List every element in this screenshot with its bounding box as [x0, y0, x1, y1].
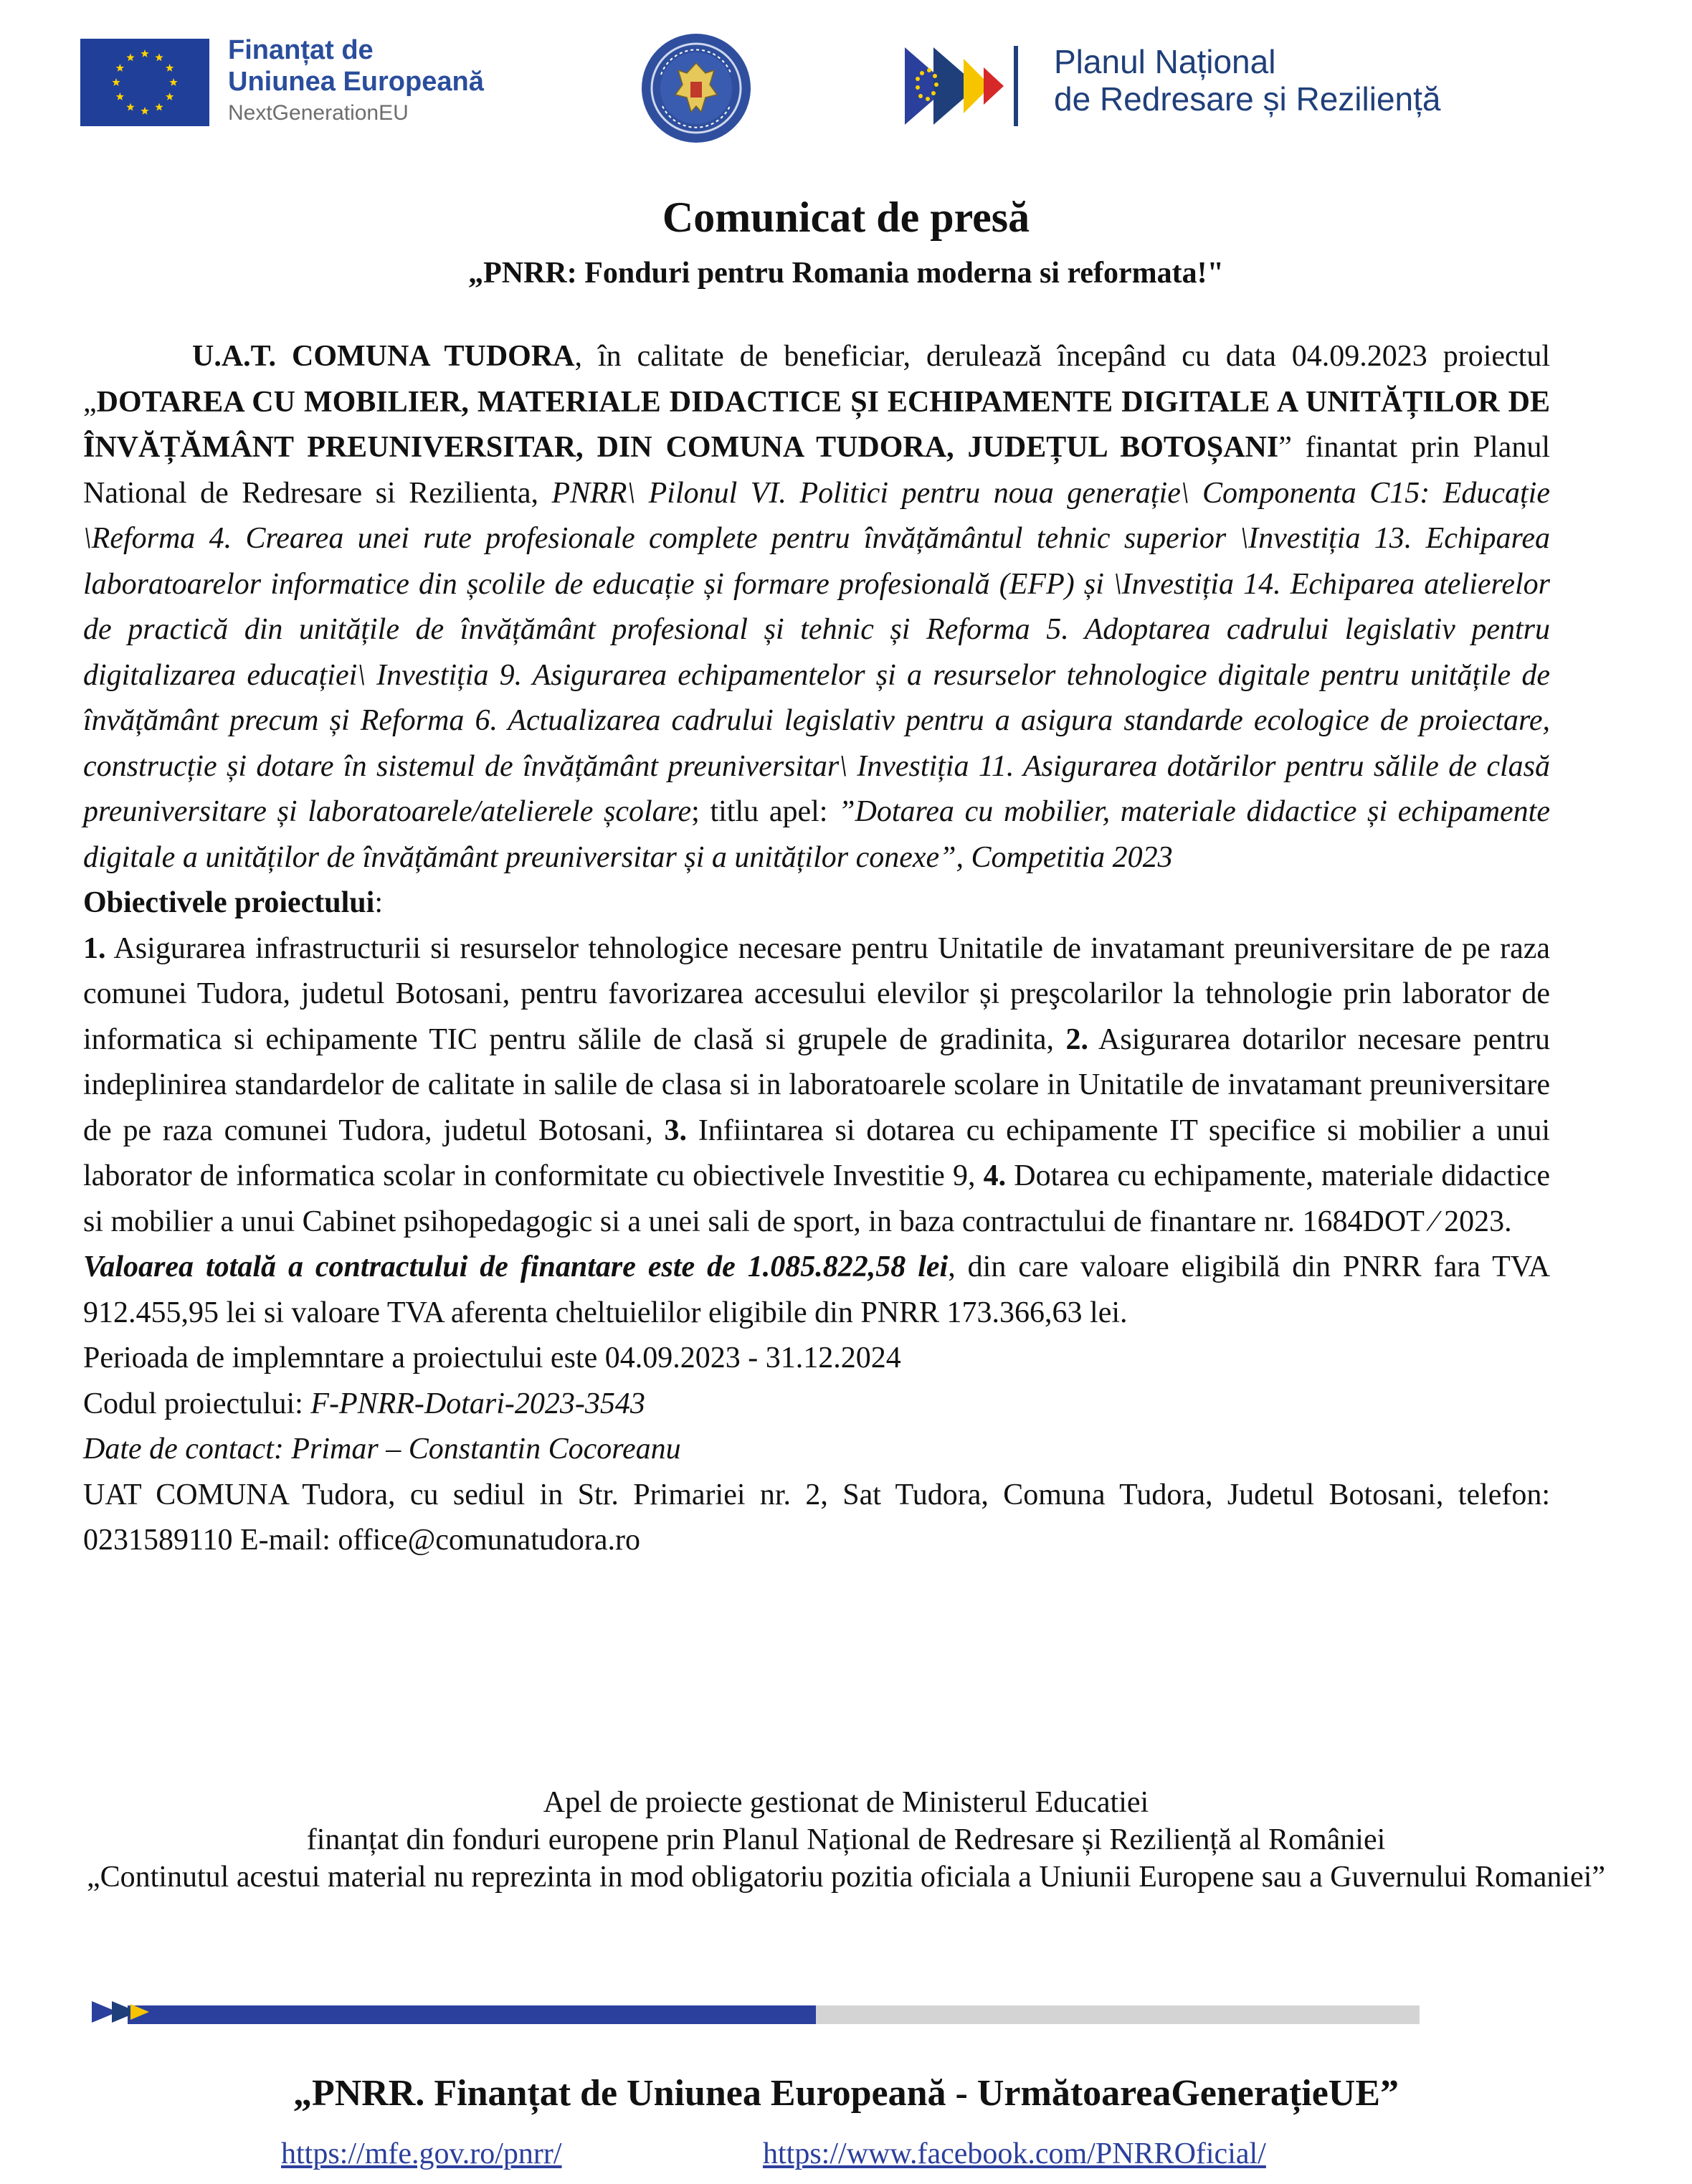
objective-text: Dotarea cu echipamente, materiale didactice si mobilier a unui Cabinet psihopedagogic si a unei sali de sport, in baza contractului de finantare nr. 1684DOT ⁄ 2023.	[83, 1159, 1550, 1238]
footer-line-1: Apel de proiecte gestionat de Ministerul Educatiei	[543, 1786, 1149, 1819]
project-code-label: Codul proiectului:	[83, 1387, 311, 1420]
government-seal-icon	[640, 32, 753, 145]
eu-flag-icon	[80, 39, 209, 126]
page-title: Comunicat de presă	[662, 194, 1030, 241]
project-code	[83, 1382, 1550, 1428]
eu-logo-line-2: Uniunea Europeană	[228, 67, 484, 97]
project-code-value: F-PNRR-Dotari-2023-3543	[310, 1387, 645, 1420]
objective-number: 4.	[983, 1159, 1007, 1192]
footer-links	[0, 2135, 1692, 2178]
objectives-heading-suffix: :	[374, 886, 383, 919]
eu-logo-line-1: Finanțat de	[228, 35, 374, 65]
press-release-body	[83, 334, 1550, 1564]
objective-number: 1.	[83, 931, 106, 965]
objective-text: Asigurarea dotarilor necesare pentru indeplinirea standardelor de calitate in salile de clasa si in laboratoarele scolare in Unitatile de invatamant preuniversitare de pe raza comunei Tudora, judetul Botosani,	[83, 1022, 1550, 1147]
value-details: , din care valoare eligibilă din PNRR fara TVA 912.455,95 lei si valoare TVA aferenta cheltuielilor eligibile din PNRR 173.366,63 lei.	[83, 1250, 1550, 1329]
address: UAT COMUNA Tudora, cu sediul in Str. Primariei nr. 2, Sat Tudora, Comuna Tudora, Judetul Botosani, telefon: 0231589110 E-mail: office@comunatudora.ro	[83, 1478, 1550, 1557]
intro-paragraph	[83, 334, 1550, 880]
eu-funding-logo-text	[228, 34, 484, 129]
pnrr-logo-line-2: de Redresare și Reziliență	[1054, 80, 1441, 118]
contract-value	[83, 1245, 1550, 1336]
contact-details: Date de contact: Primar – Constantin Cocoreanu	[83, 1433, 681, 1466]
footer-color-bar	[92, 2000, 1420, 2024]
pnrr-logo-line-1: Planul Național	[1054, 43, 1276, 80]
objective-text: Asigurarea infrastructurii si resurselor tehnologice necesare pentru Unitatile de invatamant preuniversitare de pe raza comunei Tudora, judetul Botosani, pentru favorizarea accesului elevilor și preşcolarilor la tehnologie prin laborator de informatica si echipamente TIC pentru sălile de clasă si grupele de gradinita,	[83, 931, 1550, 1056]
beneficiary-text: , în calitate de beneficiar, derulează începând cu data 04.09.2023 proiectul „	[83, 340, 1551, 419]
total-value-label: Valoarea totală a contractului de finantare este de 1.085.822,58 lei	[83, 1250, 949, 1283]
footer-notice	[0, 1784, 1692, 1896]
pnrr-logo-icon	[905, 42, 1048, 130]
financed-text: ” finantat prin Planul National de Redresare si Rezilienta,	[83, 431, 1550, 510]
header-logos	[0, 29, 1692, 136]
objective-number: 3.	[664, 1114, 688, 1147]
implementation-period: Perioada de implemntare a proiectului este 04.09.2023 - 31.12.2024	[83, 1342, 901, 1375]
page-subtitle: „PNRR: Fonduri pentru Romania moderna si reformata!"	[468, 257, 1224, 290]
footer-line-2: finanțat din fonduri europene prin Planul Național de Redresare și Reziliență al României	[306, 1823, 1386, 1856]
facebook-pnrr-link[interactable]: https://www.facebook.com/PNRROficial/	[763, 2137, 1266, 2170]
call-title: ”Dotarea cu mobilier, materiale didactice și echipamente digitale a unităților de învățământ preuniversitar și a unităților conexe”, Competitia 2023	[83, 795, 1550, 874]
call-label: ; titlu apel:	[691, 795, 839, 828]
objectives-list	[83, 926, 1550, 1245]
objective-text: Infiintarea si dotarea cu echipamente IT specifice si mobilier a unui laborator de informatica scolar in conformitate cu obiectivele Investitie 9,	[83, 1114, 1550, 1192]
mfe-pnrr-link[interactable]: https://mfe.gov.ro/pnrr/	[281, 2137, 562, 2170]
footer-slogan: „PNRR. Finanțat de Uniunea Europeană - UrmătoareaGenerațieUE”	[293, 2073, 1399, 2114]
uat-name: U.A.T. COMUNA TUDORA	[192, 340, 575, 373]
pnrr-logo-text	[1054, 43, 1441, 118]
objective-number: 2.	[1065, 1022, 1088, 1056]
objectives-heading-text: Obiectivele proiectului	[83, 886, 375, 919]
footer-disclaimer: „Continutul acestui material nu reprezinta in mod obligatoriu pozitia oficiala a Uniunii Europene sau a Guvernului Romaniei”	[86, 1861, 1606, 1894]
eu-logo-line-3: NextGenerationEU	[228, 101, 409, 125]
objectives-heading	[83, 880, 1550, 926]
project-title: DOTAREA CU MOBILIER, MATERIALE DIDACTICE ȘI ECHIPAMENTE DIGITALE A UNITĂȚILOR DE ÎNVĂȚĂMÂNT PREUNIVERSITAR, DIN COMUNA TUDORA, JUDEȚUL BOTOȘANI	[83, 385, 1550, 464]
pillar-text: PNRR\ Pilonul VI. Politici pentru noua generație\ Componenta C15: Educație \Reforma 4. Crearea unei rute profesionale complete pentru învățământul tehnic superior \Investiția 13. Echiparea laboratoarelor informatice din școlile de educație și formare profesională (EFP) și \Investiția 14. Echiparea atelierelor de practică din unitățile de învățământ profesional și tehnic și Reforma 5. Adoptarea cadrului legislativ pentru digitalizarea educației\ Investiția 9. Asigurarea echipamentelor și a resurselor tehnologice digitale pentru unitățile de învățământ precum și Reforma 6. Actualizarea cadrului legislativ pentru a asigura standarde ecologice de proiectare, construcție și dotare în sistemul de învățământ preuniversitar\ Investiția 11. Asigurarea dotărilor pentru sălile de clasă preuniversitare și laboratoarele/atelierele școlare	[83, 476, 1550, 828]
